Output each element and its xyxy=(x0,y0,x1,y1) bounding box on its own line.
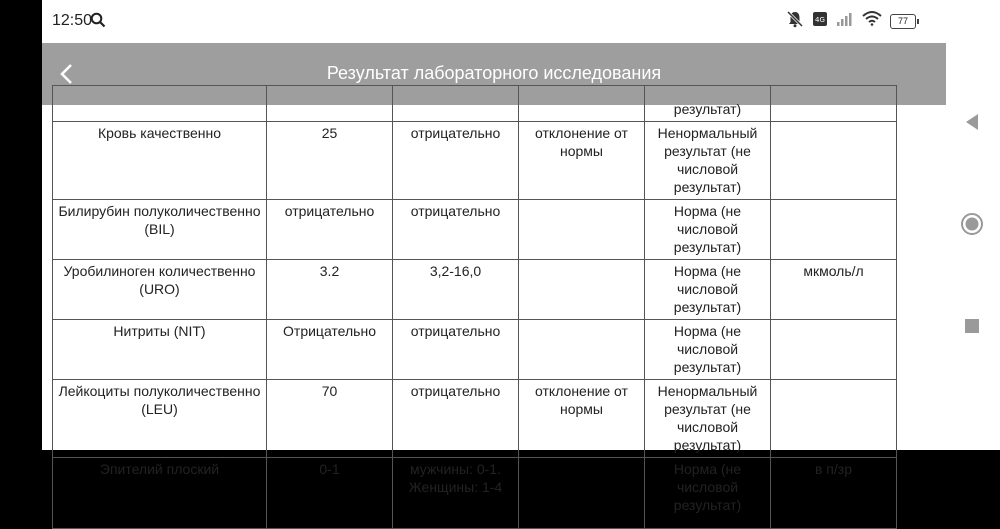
page-title: Результат лабораторного исследования xyxy=(326,63,662,83)
cell-unit: мкмоль/л xyxy=(771,260,897,320)
results-table-area[interactable] xyxy=(42,101,946,513)
cell-reference: отрицательно xyxy=(393,200,519,260)
table-cell-interpretation xyxy=(645,86,771,122)
cell-value: 25 xyxy=(267,122,393,200)
cell-interpretation: Ненормальный результат (не числовой результат) xyxy=(645,122,771,200)
cell-interpretation: Ненормальный результат (не числовой результат) xyxy=(645,380,771,458)
silent-icon xyxy=(786,10,804,33)
cell-unit xyxy=(771,122,897,200)
back-triangle-icon xyxy=(964,113,980,131)
cell-value: отрицательно xyxy=(267,200,393,260)
cell-test-name: Уробилиноген количественно (URO) xyxy=(53,260,267,320)
recents-square-icon xyxy=(964,318,980,334)
wifi-icon xyxy=(862,11,882,31)
table-row xyxy=(53,458,897,529)
cell-unit xyxy=(771,320,897,380)
table-cell xyxy=(771,86,897,122)
cell-unit xyxy=(771,380,897,458)
table-cell xyxy=(519,86,645,122)
table-row xyxy=(53,260,897,320)
home-circle-icon xyxy=(960,212,984,236)
cell-value: 0-1 xyxy=(267,458,393,529)
nav-home-button[interactable] xyxy=(960,212,984,236)
battery-level: 77 xyxy=(897,15,908,26)
cell-interpretation: Норма (не числовой результат) xyxy=(645,200,771,260)
nav-recents-button[interactable] xyxy=(960,314,984,338)
cell-reference: отрицательно xyxy=(393,380,519,458)
status-time: 12:50 xyxy=(52,12,93,29)
cell-flag: отклонение от нормы xyxy=(519,122,645,200)
battery-icon xyxy=(890,14,916,29)
table-cell xyxy=(267,86,393,122)
cell-flag xyxy=(519,260,645,320)
cell-test-name: Билирубин полуколичественно (BIL) xyxy=(53,200,267,260)
cell-test-name: Нитриты (NIT) xyxy=(53,320,267,380)
cell-reference: отрицательно xyxy=(393,122,519,200)
cell-unit xyxy=(771,200,897,260)
status-icons xyxy=(786,12,916,30)
left-black-edge xyxy=(0,0,42,450)
table-cell xyxy=(53,86,267,122)
table-row-partial xyxy=(53,86,897,122)
search-icon xyxy=(90,12,106,28)
cell-value: Отрицательно xyxy=(267,320,393,380)
table-row xyxy=(53,122,897,200)
table-cell xyxy=(393,86,519,122)
cell-value: 70 xyxy=(267,380,393,458)
phone-screen xyxy=(42,0,946,513)
cell-value: 3.2 xyxy=(267,260,393,320)
cell-reference: мужчины: 0-1. Женщины: 1-4 xyxy=(393,458,519,529)
nav-back-button[interactable] xyxy=(960,110,984,134)
table-row xyxy=(53,380,897,458)
navigation-bar xyxy=(946,0,1000,450)
cell-reference: 3,2-16,0 xyxy=(393,260,519,320)
table-row xyxy=(53,320,897,380)
cell-unit: в п/зр xyxy=(771,458,897,529)
cell-interpretation: Норма (не числовой результат) xyxy=(645,320,771,380)
signal-icon xyxy=(836,12,854,31)
cell-flag xyxy=(519,200,645,260)
cell-test-name: Кровь качественно xyxy=(53,122,267,200)
cell-test-name: Лейкоциты полуколичественно (LEU) xyxy=(53,380,267,458)
cell-interpretation: Норма (не числовой результат) xyxy=(645,458,771,529)
cell-test-name: Эпителий плоский xyxy=(53,458,267,529)
volte-icon xyxy=(812,11,828,32)
cell-flag xyxy=(519,458,645,529)
cell-interpretation: Норма (не числовой результат) xyxy=(645,260,771,320)
cell-text: результат) xyxy=(673,101,742,117)
svg-text:4G: 4G xyxy=(815,15,825,24)
table-row xyxy=(53,200,897,260)
status-bar xyxy=(42,0,946,43)
cell-flag xyxy=(519,320,645,380)
results-table xyxy=(52,85,897,529)
cell-flag: отклонение от нормы xyxy=(519,380,645,458)
cell-reference: отрицательно xyxy=(393,320,519,380)
